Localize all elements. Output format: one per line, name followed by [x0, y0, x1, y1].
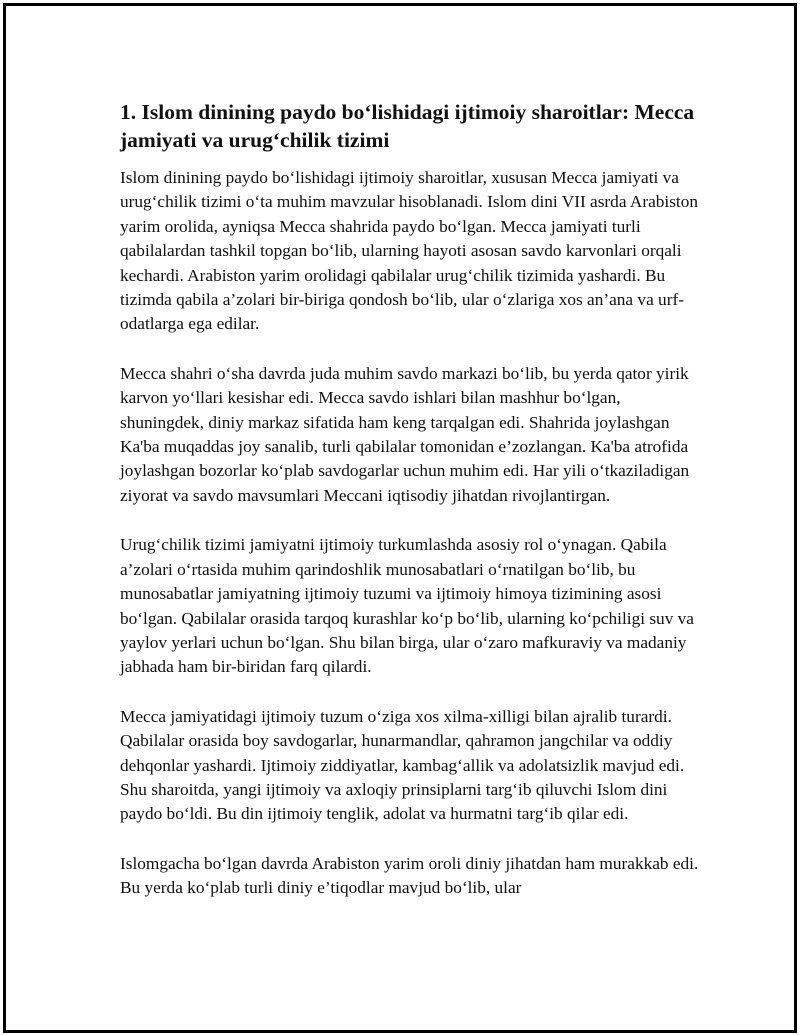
- page-frame: [3, 3, 797, 1033]
- paragraph: Urug‘chilik tizimi jamiyatni ijtimoiy turkumlashda asosiy rol o‘ynagan. Qabila a’zolari o‘rtasida muhim qarindoshlik munosabatlari o‘rnatilgan bo‘lib, bu munosabatlar jamiyatning ijtimoiy tuzumi va ijtimoiy himoya tizimining asosi bo‘lgan. Qabilalar orasida tarqoq kurashlar ko‘p bo‘lib, ularning ko‘pchiligi suv va yaylov yerlari uchun bo‘lgan. Shu bilan birga, ular o‘zaro mafkuraviy va madaniy jabhada ham bir-biridan farq qilardi.: [120, 535, 694, 677]
- paragraph: Islomgacha bo‘lgan davrda Arabiston yarim oroli diniy jihatdan ham murakkab edi. Bu yerda ko‘plab turli diniy e’tiqodlar mavjud bo‘lib, ular: [120, 853, 699, 898]
- paragraph: Mecca shahri o‘sha davrda juda muhim savdo markazi bo‘lib, bu yerda qator yirik karvon yo‘llari kesishar edi. Mecca savdo ishlari bilan mashhur bo‘lgan, shuningdek, diniy markaz sifatida ham keng tarqalgan edi. Shahrida joylashgan Ka'ba muqaddas joy sanalib, turli qabilalar tomonidan e’zozlangan. Ka'ba atrofida joylashgan bozorlar ko‘plab savdogarlar uchun muhim edi. Har yili o‘tkaziladigan ziyorat va savdo mavsumlari Meccani iqtisodiy jihatdan rivojlantirgan.: [120, 363, 690, 505]
- paragraph: Mecca jamiyatidagi ijtimoiy tuzum o‘ziga xos xilma-xilligi bilan ajralib turardi. Qabilalar orasida boy savdogarlar, hunarmandlar, qahramon jangchilar va oddiy dehqonlar yashardi. Ijtimoiy ziddiyatlar, kambag‘allik va adolatsizlik mavjud edi. Shu sharoitda, yangi ijtimoiy va axloqiy prinsiplarni targ‘ib qiluvchi Islom dini paydo bo‘ldi. Bu din ijtimoiy tenglik, adolat va hurmatni targ‘ib qilar edi.: [120, 706, 685, 824]
- document-body: [120, 98, 700, 926]
- section-heading: 1. Islom dinining paydo bo‘lishidagi ijtimoiy sharoitlar: Mecca jamiyati va urug‘chilik tizimi: [120, 100, 695, 152]
- paragraph: Islom dinining paydo bo‘lishidagi ijtimoiy sharoitlar, xususan Mecca jamiyati va urug‘chilik tizimi o‘ta muhim mavzular hisoblanadi. Islom dini VII asrda Arabiston yarim orolida, ayniqsa Mecca shahrida paydo bo‘lgan. Mecca jamiyati turli qabilalardan tashkil topgan bo‘lib, ularning hayoti asosan savdo karvonlari orqali kechardi. Arabiston yarim orolidagi qabilalar urug‘chilik tizimida yashardi. Bu tizimda qabila a’zolari bir-biriga qondosh bo‘lib, ular o‘zlariga xos an’ana va urf-odatlarga ega edilar.: [120, 168, 699, 334]
